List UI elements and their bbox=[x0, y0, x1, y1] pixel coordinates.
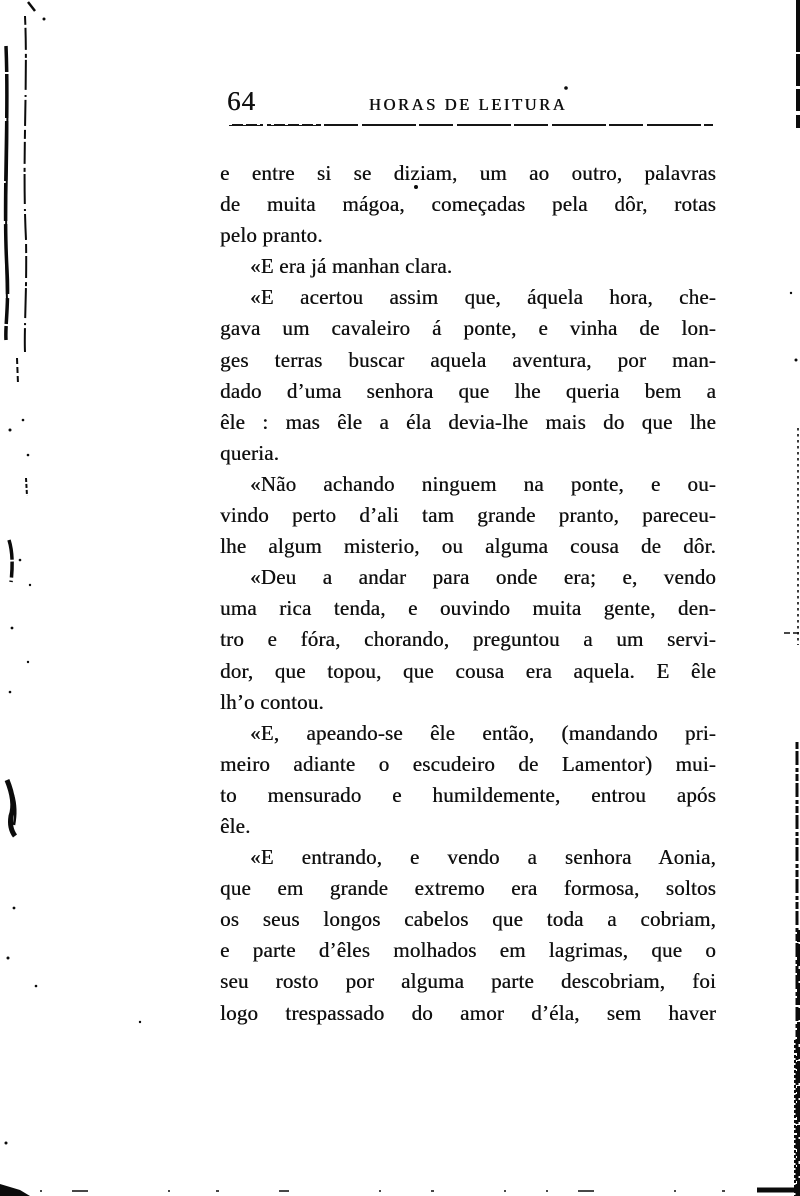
text-line: queria. bbox=[220, 440, 280, 465]
text-line: e entre si se diziam, um ao outro, palavras bbox=[220, 161, 716, 185]
running-header-title: HORAS DE LEITURA bbox=[368, 95, 568, 114]
text-line: êle. bbox=[220, 813, 251, 838]
speck bbox=[139, 1021, 141, 1023]
text-line: os seus longos cabelos que toda a cobriam, bbox=[220, 907, 716, 932]
body-text bbox=[220, 158, 716, 1029]
bottom-left-corner-blob bbox=[0, 1184, 30, 1196]
speck bbox=[13, 907, 16, 910]
text-line: «E acertou assim que, áquela hora, che- bbox=[250, 285, 716, 310]
binding-blob bbox=[7, 780, 15, 836]
text-line: logo trespassado do amor d’éla, sem haver bbox=[220, 1000, 716, 1025]
text-line: de muita mágoa, começadas pela dôr, rotas bbox=[220, 192, 716, 217]
speck bbox=[7, 957, 10, 960]
binding-mark-left-outer bbox=[6, 46, 8, 340]
binding-mark-left-outer-core bbox=[6, 95, 7, 300]
text-line: êle : mas êle a éla devia-lhe mais do que lhe bbox=[220, 409, 716, 434]
speck bbox=[22, 419, 25, 422]
top-edge-mark bbox=[28, 2, 35, 11]
speck bbox=[29, 584, 31, 586]
binding-mark-left-inner bbox=[25, 16, 27, 352]
text-line: «Deu a andar para onde era; e, vendo bbox=[250, 565, 716, 590]
text-line: «E era já manhan clara. bbox=[250, 254, 453, 279]
speck bbox=[35, 985, 38, 988]
text-line: «E, apeando-se êle então, (mandando pri- bbox=[250, 720, 716, 745]
text-line: gava um cavaleiro á ponte, e vinha de lon- bbox=[220, 316, 716, 341]
text-line: e parte d’êles molhados em lagrimas, que o bbox=[220, 938, 716, 963]
text-line: tro e fóra, chorando, preguntou a um servi- bbox=[220, 627, 716, 652]
header-rule bbox=[229, 124, 713, 126]
text-line: lh’o contou. bbox=[220, 689, 324, 714]
text-line: to mensurado e humildemente, entrou após bbox=[220, 782, 716, 807]
speck bbox=[5, 1142, 8, 1145]
speck bbox=[564, 86, 568, 90]
text-line: seu rosto por alguma parte descobriam, foi bbox=[220, 969, 716, 994]
speck bbox=[9, 429, 12, 432]
speck bbox=[795, 359, 798, 362]
text-line: pelo pranto. bbox=[220, 223, 323, 248]
page-number: 64 bbox=[227, 86, 256, 116]
speck bbox=[9, 691, 12, 694]
text-line: vindo perto d’ali tam grande pranto, pareceu- bbox=[220, 503, 716, 528]
speck bbox=[27, 454, 30, 457]
text-line: «E entrando, e vendo a senhora Aonia, bbox=[250, 845, 716, 870]
speck bbox=[11, 627, 14, 630]
text-line: dor, que topou, que cousa era aquela. E êle bbox=[220, 658, 716, 683]
binding-mark-small-1 bbox=[17, 358, 18, 384]
text-line: ges terras buscar aquela aventura, por man- bbox=[220, 347, 716, 372]
text-line: uma rica tenda, e ouvindo muita gente, den- bbox=[220, 596, 716, 621]
text-line: dado d’uma senhora que lhe queria bem a bbox=[220, 378, 716, 403]
speck bbox=[790, 292, 792, 294]
speck bbox=[19, 559, 22, 562]
binding-mark-small-2 bbox=[26, 478, 27, 496]
text-line: lhe algum misterio, ou alguma cousa de dôr. bbox=[220, 534, 716, 559]
speck bbox=[27, 661, 29, 663]
text-line: que em grande extremo era formosa, soltos bbox=[220, 876, 716, 901]
speck bbox=[43, 18, 46, 21]
binding-mark-small-3 bbox=[9, 540, 12, 582]
text-line: meiro adiante o escudeiro de Lamentor) mui- bbox=[220, 751, 716, 776]
binding-blob-echo bbox=[13, 795, 15, 825]
text-line: «Não achando ninguem na ponte, e ou- bbox=[250, 471, 716, 496]
